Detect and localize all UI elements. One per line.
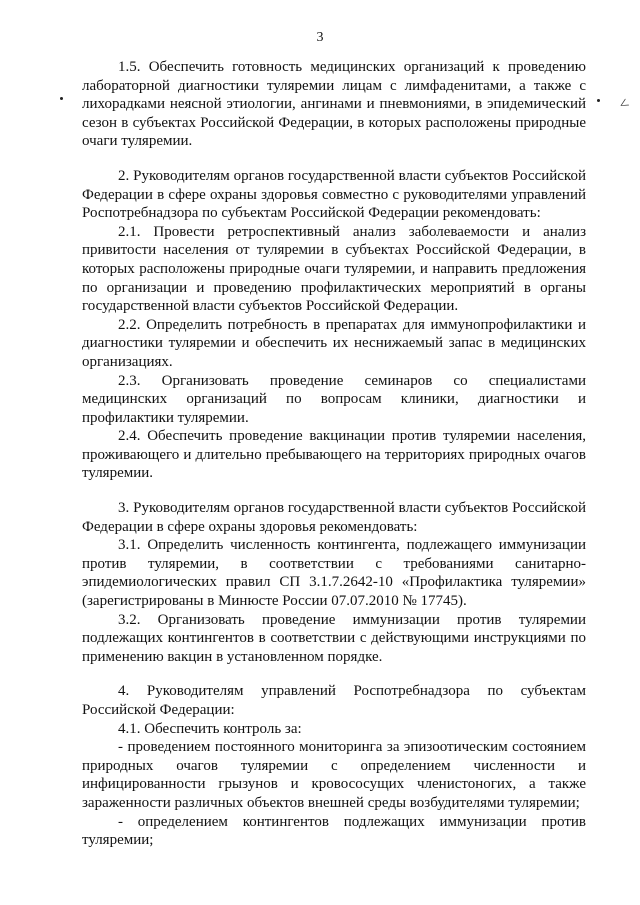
paragraph-4-1: 4.1. Обеспечить контроль за: [118,720,302,737]
paragraph-3-1: 3.1. Определить численность контингента, подлежащего иммунизации против туляремии, в соответствии с требованиями санитарно-эпидемиологических правил СП 3.1.7.2642-10 «Профилактика туляремии» (зарегистрированы в Минюсте России 07.07.2010 № 17745). [82,537,586,610]
paragraph-2-4: 2.4. Обеспечить проведение вакцинации против туляремии населения, проживающего и длительно пребывающего на территориях природных очагов туляремии. [82,428,586,482]
page-number: 3 [316,30,324,45]
scan-speck [597,99,600,102]
paragraph-4-1-item-b: - определением контингентов подлежащих иммунизации против туляремии; [82,813,586,849]
paragraph-2-1: 2.1. Провести ретроспективный анализ заболеваемости и анализ привитости населения от туляремии в субъектах Российской Федерации, в которых расположены природные очаги туляремии, и направить предложения по организации и проведению профилактических мероприятий в органы государственной власти субъектов Российской Федерации. [82,223,586,315]
paragraph-4-1-item-a: - проведением постоянного мониторинга за эпизоотическим состоянием природных очагов туляремии с определением численности и инфицированности грызунов и кровососущих членистоногих, а также зараженности различных объектов внешней среды возбудителями туляремии; [82,739,586,811]
paragraph-2-2: 2.2. Определить потребность в препаратах для иммунопрофилактики и диагностики туляремии и обеспечить их неснижаемый запас в медицинских организациях. [82,316,586,370]
document-body [82,58,586,850]
paragraph-3: 3. Руководителям органов государственной власти субъектов Российской Федерации в сфере охраны здоровья рекомендовать: [82,500,586,535]
paragraph-2-3: 2.3. Организовать проведение семинаров со специалистами медицинских организаций по вопросам клиники, диагностики и профилактики туляремии. [82,372,586,426]
paragraph-4: 4. Руководителям управлений Роспотребнадзора по субъектам Российской Федерации: [82,683,586,718]
margin-mark: < [616,94,633,115]
scan-speck [60,97,63,100]
paragraph-1-5: 1.5. Обеспечить готовность медицинских организаций к проведению лабораторной диагностики туляремии лицам с лимфаденитами, а также с лихорадками неясной этиологии, ангинами и пневмониями, в эпидемический сезон в субъектах Российской Федерации, в которых расположены природные очаги туляремии. [82,59,586,150]
paragraph-3-2: 3.2. Организовать проведение иммунизации против туляремии подлежащих контингентов в соответствии с действующими инструкциями по применению вакцин в установленном порядке. [82,611,586,665]
paragraph-2: 2. Руководителям органов государственной власти субъектов Российской Федерации в сфере охраны здоровья совместно с руководителями управлений Роспотребнадзора по субъектам Российской Федерации рекомендовать: [82,167,586,222]
